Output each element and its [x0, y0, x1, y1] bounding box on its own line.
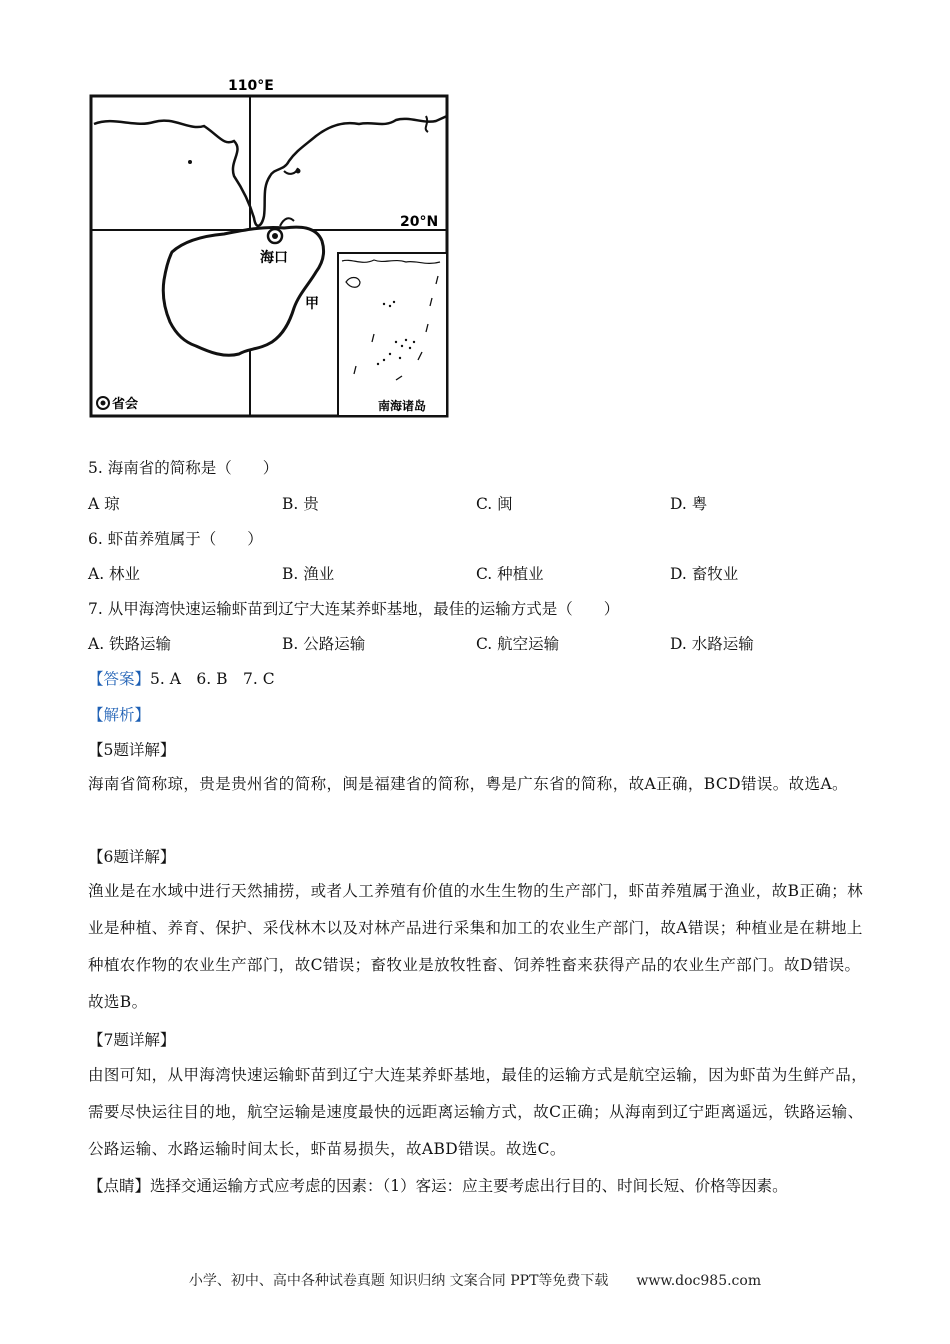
q6-option-d: D. 畜牧业 [670, 565, 739, 583]
hainan-map [84, 76, 454, 421]
question-5-stem: 5. 海南省的简称是（ ） [88, 459, 279, 477]
q6-option-b: B. 渔业 [282, 565, 335, 583]
page-footer: 小学、初中、高中各种试卷真题 知识归纳 文案合同 PPT等免费下载 www.doc985.com [188, 1273, 762, 1289]
q7-option-c: C. 航空运输 [476, 635, 560, 653]
detail-6-text: 渔业是在水域中进行天然捕捞，或者人工养殖有价值的水生生物的生产部门，虾苗养殖属于渔业，故B正确；林业是种植、养育、保护、采伐林木以及对林产品进行采集和加工的农业生产部门，故A错误；种植业是在耕地上种植农作物的农业生产部门，故C错误；畜牧业是放牧牲畜、饲养牲畜来获得产品的农业生产部门。故D错误。故选B。 [88, 882, 863, 1011]
answer-tag: 【答案】 [88, 670, 151, 688]
question-7-stem: 7. 从甲海湾快速运输虾苗到辽宁大连某养虾基地，最佳的运输方式是（ ） [88, 600, 620, 618]
q6-option-a: A. 林业 [88, 565, 141, 583]
q7-option-a: A. 铁路运输 [88, 635, 172, 653]
q7-option-b: B. 公路运输 [282, 635, 366, 653]
detail-6-heading: 【6题详解】 [88, 848, 176, 866]
detail-5-text: 海南省简称琼，贵是贵州省的简称，闽是福建省的简称，粤是广东省的简称，故A正确，BCD错误。故选A。 [88, 775, 848, 793]
longitude-label: 110°E [228, 78, 274, 94]
capital-marker-dot [272, 233, 278, 239]
map-svg [84, 76, 454, 421]
detail-5-heading: 【5题详解】 [88, 741, 176, 759]
analysis-tag: 【解析】 [88, 706, 151, 724]
q5-option-b: B. 贵 [282, 495, 319, 513]
detail-7-text: 由图可知，从甲海湾快速运输虾苗到辽宁大连某养虾基地，最佳的运输方式是航空运输，因为虾苗为生鲜产品，需要尽快运往目的地，航空运输是速度最快的远距离运输方式，故C正确；从海南到辽宁距离遥远，铁路运输、公路运输、水路运输时间太长，虾苗易损失，故ABD错误。故选C。 [88, 1066, 868, 1158]
tip-tag: 【点睛】 [88, 1177, 151, 1195]
q5-option-c: C. 闽 [476, 495, 513, 513]
legend-capital-dot [101, 401, 106, 406]
tip-line [88, 1176, 788, 1196]
capital-label: 海口 [260, 250, 288, 266]
latitude-label: 20°N [400, 214, 439, 230]
question-6-stem: 6. 虾苗养殖属于（ ） [88, 530, 263, 548]
q7-option-d: D. 水路运输 [670, 635, 754, 653]
answer-text: 5. A 6. B 7. C [150, 670, 275, 688]
bay-label: 甲 [305, 296, 319, 312]
answer-line [88, 669, 275, 689]
islet [188, 160, 192, 164]
islet [296, 169, 301, 174]
inset-label: 南海诸岛 [378, 399, 427, 413]
q5-option-d: D. 粤 [670, 495, 708, 513]
q5-option-a: A 琼 [88, 495, 120, 513]
q6-option-c: C. 种植业 [476, 565, 544, 583]
legend-label: 省会 [112, 397, 139, 412]
tip-text: 选择交通运输方式应考虑的因素：（1）客运：应主要考虑出行目的、时间长短、价格等因素。 [150, 1177, 788, 1195]
detail-7-heading: 【7题详解】 [88, 1031, 176, 1049]
